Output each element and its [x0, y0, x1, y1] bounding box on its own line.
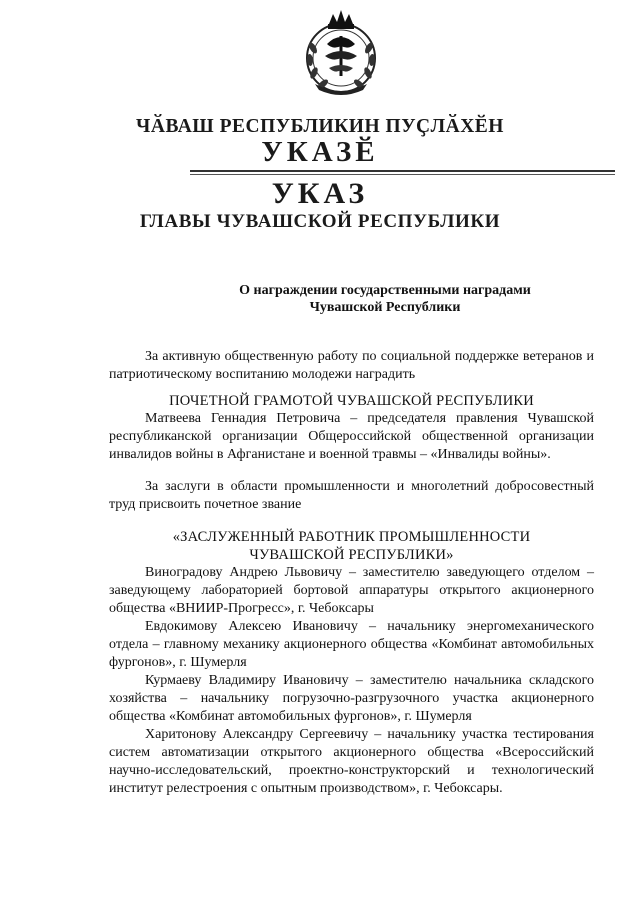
- section1-intro: За активную общественную работу по социальной поддержке ветеранов и патриотическому воспитанию молодежи наградить: [109, 349, 594, 382]
- chuvash-ukaze-title: УКАЗӖ: [261, 136, 379, 168]
- section2-award-title-line1: «ЗАСЛУЖЕННЫЙ РАБОТНИК ПРОМЫШЛЕННОСТИ: [172, 529, 531, 545]
- recipient-paragraph: Матвеева Геннадия Петровича – председателя правления Чувашской республиканской организации Общероссийской общественной организации инвалидов войны в Афганистане и военной травмы – «Инвалиды войны».: [109, 411, 594, 462]
- recipient-paragraph: Харитонову Александру Сергеевичу – начальнику участка тестирования систем автоматизации открытого акционерного общества «Всероссийский научно-исследовательский, проектно-конструкторский и технологический институт релестроения с опытным производством», г. Чебоксары.: [109, 727, 594, 796]
- russian-ukaz-title: УКАЗ: [271, 177, 369, 210]
- recipient-paragraph: Курмаеву Владимиру Ивановичу – заместителю начальника складского хозяйства – начальнику погрузочно-разгрузочного участка акционерного общества «Комбинат автомобильных фургонов», г. Шумерля: [109, 673, 594, 724]
- document-body: [109, 348, 594, 798]
- title-line-2: Чувашской Республики: [309, 300, 461, 315]
- header-divider-thin: [190, 174, 615, 175]
- russian-issuer-line: ГЛАВЫ ЧУВАШСКОЙ РЕСПУБЛИКИ: [139, 211, 501, 232]
- section2-intro: За заслуги в области промышленности и многолетний добросовестный труд присвоить почетное звание: [109, 479, 594, 512]
- header-divider: [190, 170, 615, 172]
- recipient-paragraph: Евдокимову Алексею Ивановичу – начальнику энергомеханического отдела – главному механику акционерного общества «Комбинат автомобильных фургонов», г. Шумерля: [109, 619, 594, 670]
- section2-award-title-line2: ЧУВАШСКОЙ РЕСПУБЛИКИ»: [249, 547, 454, 563]
- document-title: [160, 282, 610, 316]
- section1-award-title: ПОЧЕТНОЙ ГРАМОТОЙ ЧУВАШСКОЙ РЕСПУБЛИКИ: [169, 393, 534, 409]
- chuvash-header-line: ЧӐВАШ РЕСПУБЛИКИН ПУҪЛӐХӖН: [136, 116, 504, 137]
- recipient-paragraph: Виноградову Андрею Львовичу – заместителю заведующего отделом – заведующему лабораторией бортовой аппаратуры открытого акционерного общества «ВНИИР-Прогресс», г. Чебоксары: [109, 565, 594, 616]
- chuvash-emblem-icon: [301, 6, 381, 96]
- title-line-1: О награждении государственными наградами: [239, 283, 531, 298]
